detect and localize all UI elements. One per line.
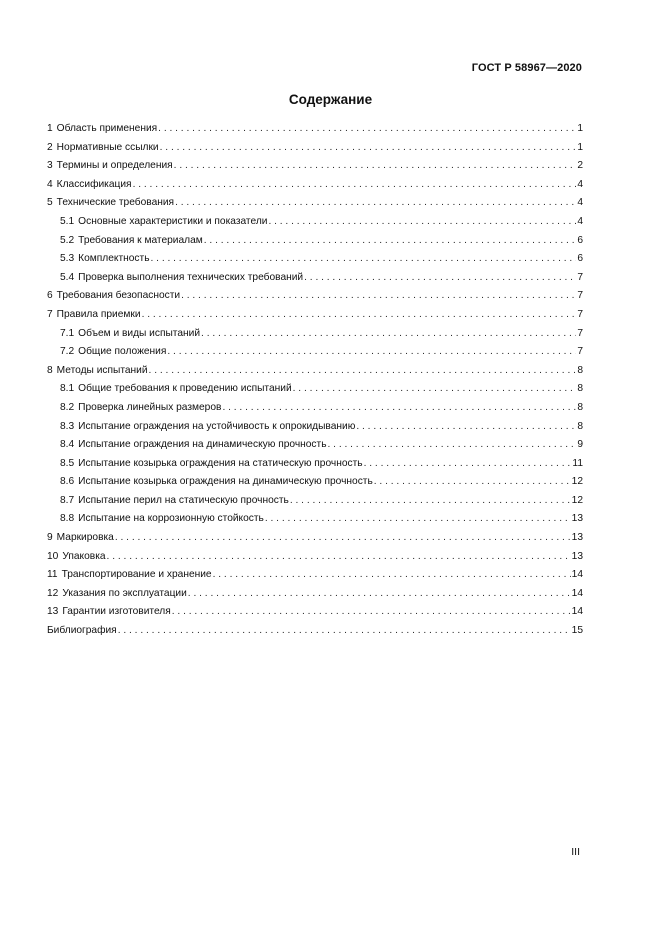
toc-entry-page: 11 bbox=[572, 457, 583, 469]
toc-entry-title bbox=[47, 551, 106, 562]
toc-entry[interactable] bbox=[47, 569, 583, 588]
page-title: Содержание bbox=[288, 92, 373, 107]
toc-dot-leader bbox=[374, 476, 571, 487]
toc-entry-label: Общие требования к проведению испытаний bbox=[78, 383, 292, 395]
toc-entry-label: Технические требования bbox=[56, 197, 175, 209]
toc-entry-label: Объем и виды испытаний bbox=[78, 327, 201, 339]
toc-entry-label: Требования безопасности bbox=[56, 290, 181, 302]
toc-dot-leader bbox=[222, 402, 576, 413]
toc-entry-number: 9 bbox=[47, 532, 53, 544]
toc-dot-leader bbox=[268, 216, 576, 227]
toc-entry[interactable] bbox=[47, 495, 583, 514]
toc-entry-title bbox=[47, 606, 171, 617]
toc-dot-leader bbox=[107, 551, 571, 562]
toc-entry-page: 13 bbox=[571, 513, 583, 525]
toc-entry[interactable] bbox=[47, 439, 583, 458]
toc-entry-title bbox=[47, 532, 114, 543]
toc-entry-page: 14 bbox=[571, 587, 583, 599]
toc-entry-number: 8.2 bbox=[60, 401, 75, 413]
toc-dot-leader bbox=[175, 197, 576, 208]
toc-entry-number: 5.2 bbox=[60, 234, 75, 246]
toc-entry-label: Классификация bbox=[56, 178, 132, 190]
toc-dot-leader bbox=[115, 532, 571, 543]
toc-dot-leader bbox=[142, 309, 577, 320]
toc-entry[interactable] bbox=[47, 402, 583, 421]
toc-entry-page: 6 bbox=[577, 234, 583, 246]
toc-dot-leader bbox=[172, 606, 571, 617]
toc-entry[interactable] bbox=[47, 606, 583, 625]
toc-entry-number: 11 bbox=[47, 569, 58, 581]
toc-entry-page: 12 bbox=[571, 494, 583, 506]
toc-entry[interactable] bbox=[47, 421, 583, 440]
toc-entry-page: 8 bbox=[577, 401, 583, 413]
toc-entry-label: Область применения bbox=[56, 123, 158, 134]
toc-entry-page: 13 bbox=[571, 550, 583, 562]
toc-entry[interactable] bbox=[47, 216, 583, 235]
toc-entry-title bbox=[47, 290, 180, 301]
toc-entry-number: 8.8 bbox=[60, 513, 75, 525]
toc-entry-title bbox=[47, 179, 132, 190]
toc-entry-page: 7 bbox=[577, 346, 583, 358]
toc-dot-leader bbox=[328, 439, 577, 450]
toc-entry-number: 3 bbox=[47, 160, 53, 172]
toc-dot-leader bbox=[364, 458, 572, 469]
toc-entry-page: 13 bbox=[571, 532, 583, 544]
toc-dot-leader bbox=[304, 272, 576, 283]
toc-entry-page: 7 bbox=[577, 327, 583, 339]
toc-entry-number: 6 bbox=[47, 290, 53, 302]
toc-entry-number: 8 bbox=[47, 364, 53, 376]
document-code: ГОСТ Р 58967—2020 bbox=[471, 62, 582, 74]
toc-entry-title bbox=[47, 142, 159, 153]
toc-entry-page: 8 bbox=[577, 364, 583, 376]
toc-entry-label: Указания по эксплуатации bbox=[62, 587, 187, 599]
toc-entry-page: 7 bbox=[577, 290, 583, 302]
toc-entry-page: 12 bbox=[571, 476, 583, 488]
toc-entry[interactable] bbox=[47, 253, 583, 272]
page-number: III bbox=[571, 846, 580, 858]
toc-entry[interactable] bbox=[47, 458, 583, 477]
toc-entry-title bbox=[47, 197, 174, 208]
toc-entry-page: 8 bbox=[577, 420, 583, 432]
toc-entry-label: Основные характеристики и показатели bbox=[78, 215, 268, 227]
toc-entry-number: 8.7 bbox=[60, 494, 75, 506]
toc-entry[interactable] bbox=[47, 328, 583, 347]
toc-entry-title bbox=[60, 476, 373, 487]
toc-entry-number: 7.2 bbox=[60, 346, 75, 358]
toc-entry-page: 1 bbox=[577, 141, 583, 153]
toc-entry-number: 5.3 bbox=[60, 253, 75, 265]
toc-entry-number: 10 bbox=[47, 550, 59, 562]
toc-entry-label: Гарантии изготовителя bbox=[62, 606, 171, 618]
toc-dot-leader bbox=[149, 365, 577, 376]
toc-entry-title bbox=[60, 458, 363, 469]
toc-entry-title bbox=[47, 365, 148, 376]
toc-entry-title bbox=[47, 160, 173, 171]
toc-dot-leader bbox=[265, 513, 571, 524]
toc-entry-number: 1 bbox=[47, 123, 53, 134]
toc-entry-title bbox=[60, 383, 292, 394]
toc-dot-leader bbox=[151, 253, 577, 264]
toc-entry-page: 4 bbox=[577, 178, 583, 190]
toc-entry-number: 7 bbox=[47, 308, 53, 320]
toc-entry-page: 2 bbox=[577, 160, 583, 172]
toc-entry[interactable] bbox=[47, 513, 583, 532]
toc-entry-label: Испытание козырька ограждения на динамическую прочность bbox=[78, 476, 373, 488]
toc-entry-title bbox=[60, 272, 303, 283]
toc-dot-leader bbox=[167, 346, 576, 357]
toc-entry-label: Испытание ограждения на динамическую прочность bbox=[78, 439, 327, 451]
toc-dot-leader bbox=[188, 588, 571, 599]
toc-entry-number: 8.6 bbox=[60, 476, 75, 488]
toc-entry-number: 8.5 bbox=[60, 457, 75, 469]
toc-entry-number: 5.1 bbox=[60, 215, 75, 227]
toc-dot-leader bbox=[204, 235, 577, 246]
toc-entry[interactable] bbox=[47, 197, 583, 216]
toc-dot-leader bbox=[293, 383, 577, 394]
toc-entry-label: Маркировка bbox=[56, 532, 114, 544]
toc-entry-title bbox=[60, 439, 327, 450]
toc-dot-leader bbox=[160, 142, 577, 153]
toc-dot-leader bbox=[174, 160, 577, 171]
toc-entry-page: 9 bbox=[577, 439, 583, 451]
toc-entry-label: Термины и определения bbox=[56, 160, 173, 172]
table-of-contents bbox=[47, 123, 583, 644]
toc-dot-leader bbox=[133, 179, 577, 190]
toc-entry[interactable] bbox=[47, 123, 583, 142]
toc-entry-page: 14 bbox=[571, 606, 583, 618]
toc-dot-leader bbox=[181, 290, 576, 301]
toc-dot-leader bbox=[213, 569, 571, 580]
toc-entry-number: 13 bbox=[47, 606, 59, 618]
toc-entry-title bbox=[47, 625, 117, 636]
toc-entry-label: Испытание козырька ограждения на статическую прочность bbox=[78, 457, 363, 469]
toc-entry-label: Нормативные ссылки bbox=[56, 141, 159, 153]
toc-entry-label: Испытание перил на статическую прочность bbox=[78, 494, 289, 506]
toc-entry-label: Правила приемки bbox=[56, 308, 141, 320]
toc-entry-page: 4 bbox=[577, 197, 583, 209]
toc-dot-leader bbox=[356, 421, 576, 432]
toc-entry-label: Комплектность bbox=[78, 253, 150, 265]
toc-entry-label: Упаковка bbox=[62, 550, 106, 562]
toc-entry-page: 14 bbox=[571, 569, 583, 581]
toc-entry-title bbox=[60, 216, 267, 227]
toc-entry-title bbox=[60, 346, 166, 357]
toc-entry-page: 15 bbox=[571, 625, 583, 637]
toc-entry-label: Проверка выполнения технических требований bbox=[78, 271, 304, 283]
toc-entry[interactable] bbox=[47, 532, 583, 551]
toc-entry-title bbox=[47, 588, 187, 599]
toc-entry-title bbox=[60, 402, 221, 413]
toc-entry[interactable] bbox=[47, 383, 583, 402]
toc-entry-title bbox=[60, 513, 264, 524]
toc-entry[interactable] bbox=[47, 160, 583, 179]
toc-entry[interactable] bbox=[47, 309, 583, 328]
toc-entry-label: Общие положения bbox=[78, 346, 167, 358]
toc-entry-title bbox=[60, 421, 355, 432]
toc-entry[interactable] bbox=[47, 625, 583, 644]
toc-entry-title bbox=[60, 495, 289, 506]
toc-entry[interactable] bbox=[47, 272, 583, 291]
toc-entry-label: Испытание на коррозионную стойкость bbox=[78, 513, 264, 525]
toc-entry-number: 4 bbox=[47, 178, 53, 190]
toc-dot-leader bbox=[158, 123, 576, 134]
toc-entry[interactable] bbox=[47, 551, 583, 570]
toc-dot-leader bbox=[118, 625, 571, 636]
toc-entry-page: 7 bbox=[577, 308, 583, 320]
toc-entry-number: 8.1 bbox=[60, 383, 75, 395]
toc-dot-leader bbox=[290, 495, 571, 506]
toc-entry-label: Библиография bbox=[47, 625, 117, 637]
toc-entry-title bbox=[47, 569, 212, 580]
toc-entry[interactable] bbox=[47, 142, 583, 161]
toc-entry-page: 7 bbox=[577, 271, 583, 283]
toc-entry[interactable] bbox=[47, 179, 583, 198]
toc-entry-number: 5 bbox=[47, 197, 53, 209]
toc-entry[interactable] bbox=[47, 476, 583, 495]
toc-entry[interactable] bbox=[47, 588, 583, 607]
toc-entry-title bbox=[60, 253, 150, 264]
toc-entry-title bbox=[60, 328, 200, 339]
toc-entry-page: 4 bbox=[577, 215, 583, 227]
toc-entry-number: 5.4 bbox=[60, 271, 75, 283]
toc-entry-number: 8.4 bbox=[60, 439, 75, 451]
toc-entry-label: Требования к материалам bbox=[78, 234, 203, 246]
toc-entry[interactable] bbox=[47, 235, 583, 254]
toc-entry[interactable] bbox=[47, 365, 583, 384]
toc-entry-label: Транспортирование и хранение bbox=[61, 569, 212, 581]
toc-entry-page: 8 bbox=[577, 383, 583, 395]
toc-entry-page: 1 bbox=[577, 123, 583, 134]
toc-entry-title bbox=[60, 235, 203, 246]
toc-entry-number: 7.1 bbox=[60, 327, 75, 339]
toc-entry-number: 12 bbox=[47, 587, 59, 599]
toc-entry-title bbox=[47, 309, 141, 320]
toc-dot-leader bbox=[201, 328, 576, 339]
toc-entry[interactable] bbox=[47, 290, 583, 309]
toc-entry-page: 6 bbox=[577, 253, 583, 265]
toc-entry[interactable] bbox=[47, 346, 583, 365]
toc-entry-label: Проверка линейных размеров bbox=[78, 401, 222, 413]
toc-entry-label: Методы испытаний bbox=[56, 364, 148, 376]
toc-entry-title bbox=[47, 123, 157, 134]
toc-entry-label: Испытание ограждения на устойчивость к опрокидыванию bbox=[78, 420, 356, 432]
toc-entry-number: 2 bbox=[47, 141, 53, 153]
toc-entry-number: 8.3 bbox=[60, 420, 75, 432]
